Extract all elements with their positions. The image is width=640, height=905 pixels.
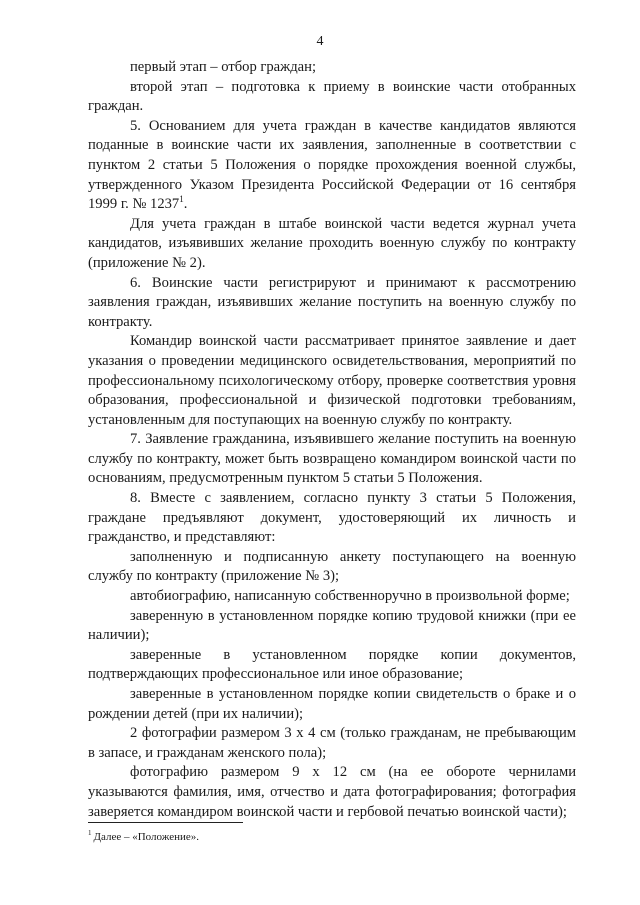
paragraph: заполненную и подписанную анкету поступающего на военную службу по контракту (приложение № 3); [88, 548, 576, 585]
page-number: 4 [316, 34, 324, 49]
paragraph: 6. Воинские части регистрируют и принимают к рассмотрению заявления граждан, изъявивших желание поступить на военную службу по контракту. [88, 274, 576, 330]
paragraph: 8. Вместе с заявлением, согласно пункту 3 статьи 5 Положения, граждане предъявляют документ, удостоверяющий их личность и гражданство, и представляют: [88, 490, 576, 546]
footnote [88, 830, 576, 844]
paragraph: 2 фотографии размером 3 х 4 см (только гражданам, не пребывающим в запасе, и гражданам женского пола); [88, 725, 576, 761]
paragraph: второй этап – подготовка к приему в воинские части отобранных граждан. [88, 78, 576, 115]
paragraph: фотографию размером 9 х 12 см (на ее обороте чернилами указываются фамилия, имя, отчество и дата фотографирования; фотография заверяется командиром воинской части и гербовой печатью воинской части); [88, 764, 576, 820]
footnote-number: 1 [88, 829, 92, 838]
footnote-reference: 1 [179, 194, 184, 205]
paragraph: заверенную в установленном порядке копию трудовой книжки (при ее наличии); [88, 607, 576, 644]
paragraph: Командир воинской части рассматривает принятое заявление и дает указания о проведении медицинского освидетельствования, мероприятий по профессиональному психологическому отбору, проверке соответствия уровня образования, профессиональной и физической подготовки требованиям, установленным для поступающих на военную службу по контракту. [88, 333, 576, 428]
footnote-divider [88, 822, 243, 823]
footnote-text: Далее – «Положение». [93, 831, 199, 843]
paragraph: заверенные в установленном порядке копии документов, подтверждающих профессиональное или иное образование; [88, 646, 576, 683]
paragraph: первый этап – отбор граждан; [130, 59, 317, 75]
paragraph: 7. Заявление гражданина, изъявившего желание поступить на военную службу по контракту, может быть возвращено командиром воинской части по основаниям, предусмотренным пунктом 5 статьи 5 Положения. [88, 431, 576, 487]
paragraph: заверенные в установленном порядке копии свидетельств о браке и о рождении детей (при их наличии); [88, 686, 576, 722]
paragraph: Для учета граждан в штабе воинской части ведется журнал учета кандидатов, изъявивших желание проходить военную службу по контракту (приложение № 2). [88, 215, 576, 271]
paragraph: автобиографию, написанную собственноручно в произвольной форме; [130, 588, 570, 605]
body-text [88, 58, 576, 822]
paragraph-with-footnote [88, 117, 576, 215]
paragraph-end-dot: . [183, 196, 188, 213]
paragraph-text: 5. Основанием для учета граждан в качестве кандидатов являются поданные в воинские части их заявления, заполненные в соответствии с пунктом 2 статьи 5 Положения о порядке прохождения военной службы, утвержденного Указом Президента Российской Федерации от 16 сентября 1999 г. № 1237 [88, 117, 576, 213]
